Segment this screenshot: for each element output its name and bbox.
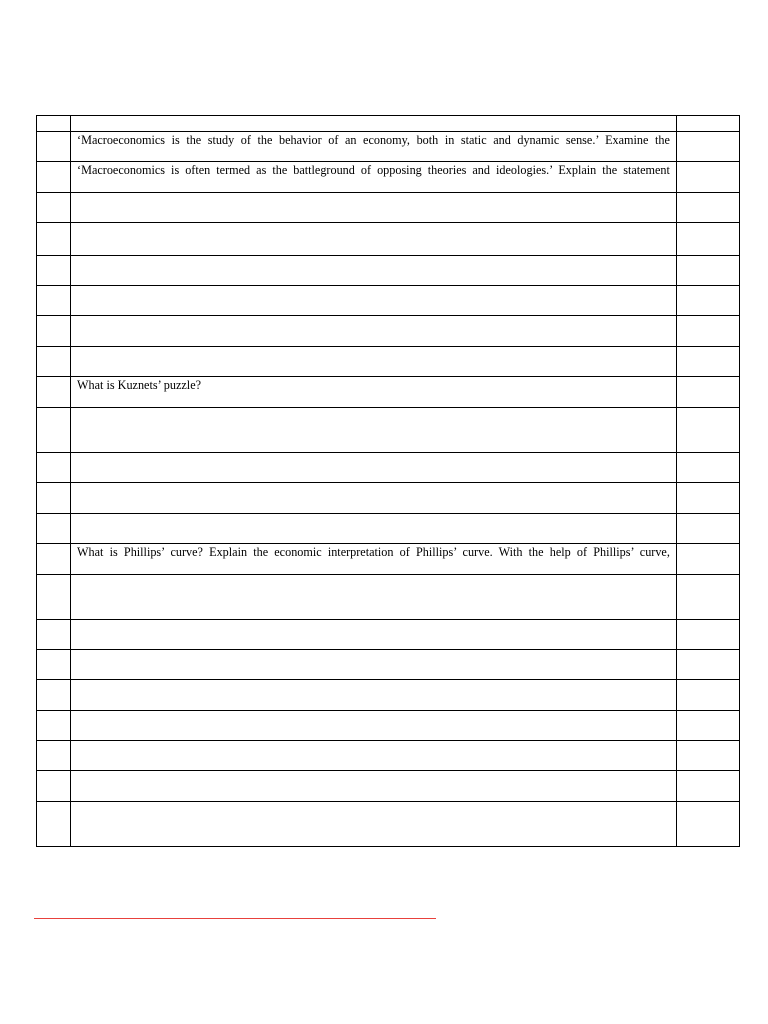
table-row xyxy=(37,162,740,193)
question-cell xyxy=(71,483,677,514)
marks-cell xyxy=(676,711,739,741)
question-cell xyxy=(71,741,677,771)
marks-cell xyxy=(676,620,739,650)
marks-cell xyxy=(676,132,739,162)
question-cell xyxy=(71,650,677,680)
number-cell xyxy=(37,620,71,650)
question-text: ‘Macroeconomics is often termed as the battleground of opposing theories and ideologies.’ Explain the statement xyxy=(77,163,670,177)
number-cell xyxy=(37,116,71,132)
number-cell xyxy=(37,575,71,620)
number-cell xyxy=(37,771,71,802)
question-text xyxy=(71,650,676,651)
number-cell xyxy=(37,132,71,162)
question-cell xyxy=(71,377,677,408)
marks-cell xyxy=(676,741,739,771)
question-text xyxy=(71,680,676,681)
question-text xyxy=(71,316,676,317)
question-text xyxy=(71,256,676,257)
question-text xyxy=(71,741,676,742)
question-cell xyxy=(71,347,677,377)
question-cell xyxy=(71,162,677,193)
marks-cell xyxy=(676,453,739,483)
marks-cell xyxy=(676,223,739,256)
marks-cell xyxy=(676,650,739,680)
marks-cell xyxy=(676,408,739,453)
number-cell xyxy=(37,741,71,771)
question-cell xyxy=(71,256,677,286)
table-row xyxy=(37,193,740,223)
question-cell xyxy=(71,544,677,575)
question-table xyxy=(36,115,740,847)
number-cell xyxy=(37,514,71,544)
table-row xyxy=(37,316,740,347)
marks-cell xyxy=(676,316,739,347)
table-row xyxy=(37,116,740,132)
question-text xyxy=(71,771,676,772)
table-row xyxy=(37,771,740,802)
table-row xyxy=(37,483,740,514)
table-row xyxy=(37,453,740,483)
question-text xyxy=(71,575,676,576)
question-text xyxy=(71,223,676,224)
marks-cell xyxy=(676,771,739,802)
table-row xyxy=(37,802,740,847)
table-row xyxy=(37,575,740,620)
question-cell xyxy=(71,771,677,802)
marks-cell xyxy=(676,193,739,223)
table-row xyxy=(37,286,740,316)
question-text xyxy=(71,514,676,515)
number-cell xyxy=(37,711,71,741)
number-cell xyxy=(37,408,71,453)
question-text xyxy=(71,286,676,287)
question-cell xyxy=(71,620,677,650)
question-cell xyxy=(71,286,677,316)
marks-cell xyxy=(676,802,739,847)
table-row xyxy=(37,514,740,544)
table-row xyxy=(37,680,740,711)
number-cell xyxy=(37,193,71,223)
marks-cell xyxy=(676,680,739,711)
question-cell xyxy=(71,711,677,741)
marks-cell xyxy=(676,575,739,620)
number-cell xyxy=(37,223,71,256)
question-text xyxy=(71,453,676,454)
number-cell xyxy=(37,162,71,193)
marks-cell xyxy=(676,514,739,544)
footer-divider xyxy=(34,918,436,919)
question-text: What is Phillips’ curve? Explain the economic interpretation of Phillips’ curve. With the help of Phillips’ curve, xyxy=(77,545,670,559)
question-cell xyxy=(71,116,677,132)
number-cell xyxy=(37,680,71,711)
number-cell xyxy=(37,650,71,680)
question-text xyxy=(71,711,676,712)
table-row xyxy=(37,347,740,377)
question-text: What is Kuznets’ puzzle? xyxy=(77,378,202,392)
question-text xyxy=(71,802,676,803)
question-text: ‘Macroeconomics is the study of the behavior of an economy, both in static and dynamic sense.’ Examine the xyxy=(77,133,670,147)
marks-cell xyxy=(676,256,739,286)
question-cell xyxy=(71,453,677,483)
marks-cell xyxy=(676,286,739,316)
number-cell xyxy=(37,286,71,316)
number-cell xyxy=(37,483,71,514)
table-row xyxy=(37,650,740,680)
number-cell xyxy=(37,316,71,347)
marks-cell xyxy=(676,116,739,132)
table-row xyxy=(37,408,740,453)
number-cell xyxy=(37,802,71,847)
marks-cell xyxy=(676,483,739,514)
question-text xyxy=(71,408,676,409)
marks-cell xyxy=(676,347,739,377)
marks-cell xyxy=(676,544,739,575)
question-cell xyxy=(71,132,677,162)
number-cell xyxy=(37,347,71,377)
table-row xyxy=(37,620,740,650)
table-row xyxy=(37,544,740,575)
table-row xyxy=(37,377,740,408)
table-row xyxy=(37,256,740,286)
question-cell xyxy=(71,193,677,223)
question-text xyxy=(71,116,676,117)
number-cell xyxy=(37,544,71,575)
question-cell xyxy=(71,680,677,711)
table-row xyxy=(37,741,740,771)
question-text xyxy=(71,620,676,621)
marks-cell xyxy=(676,377,739,408)
question-cell xyxy=(71,575,677,620)
table-row xyxy=(37,223,740,256)
question-text xyxy=(71,193,676,194)
table-row xyxy=(37,711,740,741)
question-cell xyxy=(71,408,677,453)
number-cell xyxy=(37,377,71,408)
number-cell xyxy=(37,453,71,483)
question-cell xyxy=(71,514,677,544)
question-cell xyxy=(71,223,677,256)
number-cell xyxy=(37,256,71,286)
table-row xyxy=(37,132,740,162)
question-text xyxy=(71,347,676,348)
marks-cell xyxy=(676,162,739,193)
question-cell xyxy=(71,316,677,347)
question-text xyxy=(71,483,676,484)
question-cell xyxy=(71,802,677,847)
